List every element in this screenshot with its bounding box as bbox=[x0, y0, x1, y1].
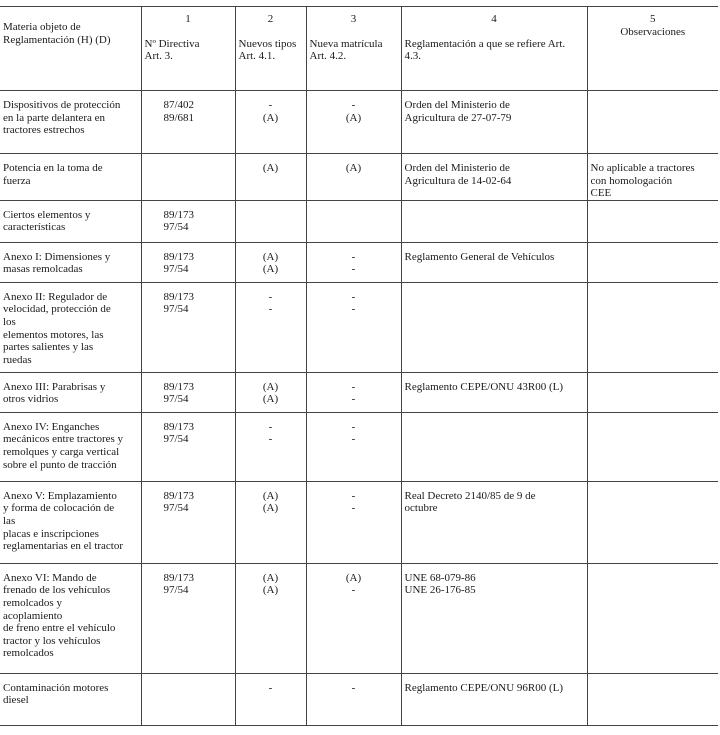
cell-observaciones bbox=[587, 154, 718, 201]
cell-nuevos-tipos bbox=[235, 91, 306, 154]
cell-line: 89/173 bbox=[163, 420, 195, 433]
cell-materia bbox=[0, 481, 141, 563]
cell-nueva-matricula bbox=[306, 91, 401, 154]
cell-directiva bbox=[141, 154, 235, 201]
header-label-nueva-matricula bbox=[310, 38, 398, 63]
header-label-materia bbox=[3, 21, 138, 46]
cell-line: 89/681 bbox=[163, 111, 195, 124]
header-label-nuevos-tipos bbox=[239, 38, 303, 63]
cell-nueva-matricula bbox=[306, 282, 401, 372]
cell-line: los bbox=[3, 315, 16, 328]
cell-line: características bbox=[3, 221, 66, 234]
cell-line: 97/54 bbox=[163, 393, 189, 406]
header-label-observaciones: Observaciones bbox=[620, 25, 686, 38]
cell-line: - bbox=[351, 584, 356, 597]
cell-reglamentacion bbox=[401, 154, 587, 201]
cell-reglamentacion bbox=[401, 242, 587, 282]
cell-line: - bbox=[351, 433, 356, 446]
header-nueva-matricula bbox=[306, 7, 401, 91]
cell-nueva-matricula bbox=[306, 200, 401, 242]
header-observaciones bbox=[587, 7, 718, 91]
cell-materia bbox=[0, 154, 141, 201]
cell-nuevos-tipos bbox=[235, 372, 306, 412]
cell-directiva bbox=[141, 412, 235, 481]
cell-line: con homologación bbox=[590, 174, 673, 187]
cell-materia bbox=[0, 282, 141, 372]
cell-line: (A) bbox=[262, 263, 279, 276]
cell-line: remolcados bbox=[3, 647, 54, 660]
cell-line: velocidad, protección de bbox=[3, 303, 111, 316]
cell-line: de freno entre el vehículo bbox=[3, 622, 116, 635]
table-row bbox=[0, 372, 718, 412]
cell-line: 89/173 bbox=[163, 571, 195, 584]
cell-line: - bbox=[351, 420, 356, 433]
cell-line: mecánicos entre tractores y bbox=[3, 433, 124, 446]
header-line: Art. 4.2. bbox=[309, 50, 347, 63]
header-line: Reglamentación (H) (D) bbox=[3, 33, 111, 46]
cell-line: (A) bbox=[345, 162, 362, 174]
cell-reglamentacion bbox=[401, 563, 587, 673]
cell-line: frenado de los vehículos bbox=[3, 584, 111, 597]
cell-reglamentacion bbox=[401, 372, 587, 412]
cell-line: tractores estrechos bbox=[3, 124, 85, 137]
header-line: Reglamentación a que se refiere Art. bbox=[404, 37, 566, 50]
header-line: Art. 3. bbox=[144, 50, 173, 63]
cell-line: octubre bbox=[404, 502, 438, 515]
cell-nueva-matricula bbox=[306, 154, 401, 201]
cell-nuevos-tipos bbox=[235, 563, 306, 673]
cell-directiva bbox=[141, 673, 235, 725]
table-row bbox=[0, 563, 718, 673]
cell-line: tractor y los vehículos bbox=[3, 634, 101, 647]
cell-line: (A) bbox=[262, 489, 279, 502]
cell-line: partes salientes y las bbox=[3, 341, 94, 354]
cell-line: remolques y carga vertical bbox=[3, 445, 120, 458]
table-row bbox=[0, 242, 718, 282]
cell-nuevos-tipos bbox=[235, 242, 306, 282]
cell-line: 97/54 bbox=[163, 502, 189, 515]
cell-line: Anexo III: Parabrisas y bbox=[3, 380, 106, 393]
cell-line: (A) bbox=[262, 584, 279, 597]
cell-line: 97/54 bbox=[163, 433, 189, 446]
table-row bbox=[0, 200, 718, 242]
cell-line: - bbox=[268, 681, 273, 694]
cell-materia bbox=[0, 412, 141, 481]
cell-materia bbox=[0, 200, 141, 242]
cell-line: 89/173 bbox=[163, 290, 195, 303]
cell-line: placas e inscripciones bbox=[3, 527, 99, 540]
cell-directiva bbox=[141, 200, 235, 242]
header-materia bbox=[0, 7, 141, 91]
cell-line: 97/54 bbox=[163, 584, 189, 597]
cell-directiva bbox=[141, 563, 235, 673]
cell-line: Orden del Ministerio de bbox=[404, 162, 510, 174]
header-number: 1 bbox=[185, 13, 191, 25]
table-row bbox=[0, 412, 718, 481]
cell-line: otros vidrios bbox=[3, 393, 59, 406]
cell-nueva-matricula bbox=[306, 481, 401, 563]
cell-observaciones bbox=[587, 282, 718, 372]
cell-observaciones bbox=[587, 412, 718, 481]
cell-line: reglamentarias en el tractor bbox=[3, 540, 124, 553]
cell-nueva-matricula bbox=[306, 372, 401, 412]
header-number: 3 bbox=[350, 13, 357, 25]
cell-line: - bbox=[351, 250, 356, 263]
table-row bbox=[0, 91, 718, 154]
cell-line: UNE 68-079-86 bbox=[404, 571, 476, 584]
cell-line: - bbox=[351, 489, 356, 502]
cell-line: 87/402 bbox=[163, 99, 195, 111]
cell-observaciones bbox=[587, 673, 718, 725]
cell-line: masas remolcadas bbox=[3, 263, 83, 276]
cell-line: 97/54 bbox=[163, 221, 189, 234]
cell-materia bbox=[0, 91, 141, 154]
cell-directiva bbox=[141, 242, 235, 282]
header-line: Art. 4.1. bbox=[238, 50, 276, 63]
cell-nuevos-tipos bbox=[235, 154, 306, 201]
cell-line: - bbox=[268, 290, 273, 303]
cell-line: - bbox=[351, 393, 356, 406]
cell-line: Anexo V: Emplazamiento bbox=[3, 489, 117, 502]
cell-directiva bbox=[141, 282, 235, 372]
cell-nuevos-tipos bbox=[235, 200, 306, 242]
cell-line: Contaminación motores bbox=[3, 681, 109, 694]
table-row bbox=[0, 154, 718, 201]
cell-line: Dispositivos de protección bbox=[3, 99, 121, 111]
cell-line: sobre el punto de tracción bbox=[3, 458, 117, 471]
cell-line: las bbox=[3, 514, 16, 527]
cell-line: Anexo VI: Mando de bbox=[3, 571, 97, 584]
cell-line: Potencia en la toma de bbox=[3, 162, 103, 174]
cell-line: 89/173 bbox=[163, 250, 195, 263]
header-label-reglamentacion bbox=[405, 38, 584, 63]
cell-line: - bbox=[268, 433, 273, 446]
cell-line: - bbox=[351, 380, 356, 393]
cell-line: (A) bbox=[262, 250, 279, 263]
cell-line: (A) bbox=[345, 111, 362, 124]
cell-line: Real Decreto 2140/85 de 9 de bbox=[404, 489, 536, 502]
cell-nuevos-tipos bbox=[235, 282, 306, 372]
cell-reglamentacion bbox=[401, 412, 587, 481]
cell-nueva-matricula bbox=[306, 242, 401, 282]
cell-line: 97/54 bbox=[163, 263, 189, 276]
cell-line: fuerza bbox=[3, 174, 31, 187]
cell-line: - bbox=[351, 681, 356, 694]
table-row bbox=[0, 673, 718, 725]
cell-line: (A) bbox=[262, 162, 279, 174]
table-row bbox=[0, 282, 718, 372]
header-number: 2 bbox=[267, 13, 274, 25]
cell-line: - bbox=[351, 502, 356, 515]
cell-line: - bbox=[351, 99, 356, 111]
cell-line: Reglamento CEPE/ONU 96R00 (L) bbox=[404, 681, 564, 694]
cell-line: (A) bbox=[262, 393, 279, 406]
cell-reglamentacion bbox=[401, 481, 587, 563]
cell-line: - bbox=[351, 290, 356, 303]
cell-line: remolcados y bbox=[3, 596, 62, 609]
cell-nuevos-tipos bbox=[235, 481, 306, 563]
cell-line: Ciertos elementos y bbox=[3, 208, 91, 221]
cell-observaciones bbox=[587, 242, 718, 282]
cell-line: Agricultura de 14-02-64 bbox=[404, 174, 512, 187]
cell-nueva-matricula bbox=[306, 673, 401, 725]
header-directiva bbox=[141, 7, 235, 91]
cell-line: 89/173 bbox=[163, 489, 195, 502]
cell-line: Anexo I: Dimensiones y bbox=[3, 250, 111, 263]
cell-nueva-matricula bbox=[306, 412, 401, 481]
cell-nuevos-tipos bbox=[235, 673, 306, 725]
header-nuevos-tipos bbox=[235, 7, 306, 91]
cell-line: Agricultura de 27-07-79 bbox=[404, 111, 512, 124]
cell-nueva-matricula bbox=[306, 563, 401, 673]
cell-materia bbox=[0, 372, 141, 412]
cell-line: - bbox=[268, 420, 273, 433]
cell-observaciones bbox=[587, 481, 718, 563]
cell-reglamentacion bbox=[401, 200, 587, 242]
header-number: 4 bbox=[491, 13, 497, 25]
cell-line: elementos motores, las bbox=[3, 328, 104, 341]
cell-materia bbox=[0, 242, 141, 282]
cell-line: 97/54 bbox=[163, 303, 189, 316]
header-line: Nuevos tipos bbox=[238, 37, 297, 50]
cell-materia bbox=[0, 563, 141, 673]
cell-line: ruedas bbox=[3, 353, 32, 366]
cell-observaciones bbox=[587, 372, 718, 412]
header-line: 4.3. bbox=[404, 50, 421, 63]
cell-line: diesel bbox=[3, 694, 29, 707]
cell-line: (A) bbox=[262, 111, 279, 124]
cell-line: 89/173 bbox=[163, 380, 195, 393]
cell-line: - bbox=[268, 303, 273, 316]
cell-line: (A) bbox=[262, 380, 279, 393]
cell-line: - bbox=[351, 303, 356, 316]
header-line: Nueva matrícula bbox=[309, 37, 383, 50]
cell-directiva bbox=[141, 91, 235, 154]
header-number: 5 bbox=[650, 13, 656, 25]
cell-line: (A) bbox=[262, 571, 279, 584]
cell-line: (A) bbox=[262, 502, 279, 515]
cell-line: (A) bbox=[345, 571, 362, 584]
header-reglamentacion bbox=[401, 7, 587, 91]
cell-line: y forma de colocación de bbox=[3, 502, 115, 515]
cell-line: acoplamiento bbox=[3, 609, 63, 622]
cell-line: UNE 26-176-85 bbox=[404, 584, 476, 597]
cell-line: - bbox=[351, 263, 356, 276]
cell-line: Orden del Ministerio de bbox=[404, 99, 510, 111]
cell-reglamentacion bbox=[401, 282, 587, 372]
cell-line: Reglamento General de Vehículos bbox=[404, 250, 555, 263]
cell-nuevos-tipos bbox=[235, 412, 306, 481]
cell-line: No aplicable a tractores bbox=[590, 162, 695, 174]
cell-observaciones bbox=[587, 563, 718, 673]
cell-materia bbox=[0, 673, 141, 725]
regulation-table bbox=[0, 6, 718, 726]
cell-line: 89/173 bbox=[163, 208, 195, 221]
cell-line: en la parte delantera en bbox=[3, 111, 105, 124]
cell-directiva bbox=[141, 481, 235, 563]
cell-line: Anexo IV: Enganches bbox=[3, 420, 100, 433]
cell-line: Anexo II: Regulador de bbox=[3, 290, 108, 303]
cell-reglamentacion bbox=[401, 673, 587, 725]
header-label-directiva bbox=[145, 38, 232, 63]
cell-directiva bbox=[141, 372, 235, 412]
header-line: Materia objeto de bbox=[3, 21, 81, 33]
cell-observaciones bbox=[587, 200, 718, 242]
cell-line: - bbox=[268, 99, 273, 111]
header-line: Nº Directiva bbox=[144, 37, 200, 50]
header-row bbox=[0, 7, 718, 91]
cell-reglamentacion bbox=[401, 91, 587, 154]
cell-observaciones bbox=[587, 91, 718, 154]
cell-line: Reglamento CEPE/ONU 43R00 (L) bbox=[404, 380, 564, 393]
table-row bbox=[0, 481, 718, 563]
cell-line: CEE bbox=[590, 187, 612, 200]
